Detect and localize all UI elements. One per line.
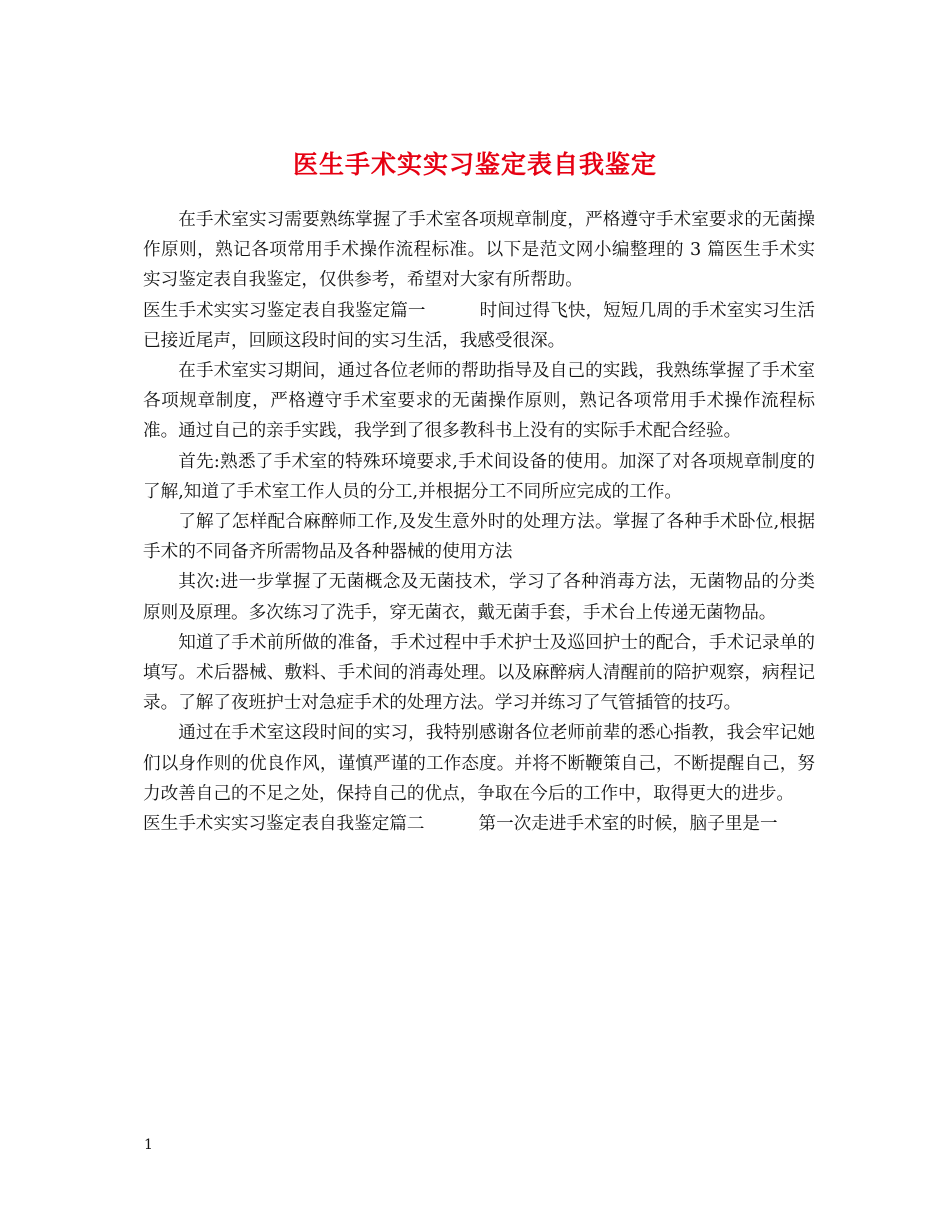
- body-paragraph: 知道了手术前所做的准备，手术过程中手术护士及巡回护士的配合，手术记录单的填写。术后器械、敷料、手术间的消毒处理。以及麻醉病人清醒前的陪护观察，病程记录。了解了夜班护士对急症手术的处理方法。学习并练习了气管插管的技巧。: [143, 632, 815, 714]
- section-2-heading: 医生手术实实习鉴定表自我鉴定篇二: [143, 814, 425, 835]
- section-1-lead: 时间过得飞快，短短几周的手术室实习生活已接近尾声，回顾这段时间的实习生活，我感受很深。: [143, 300, 815, 351]
- body-paragraph: 了解了怎样配合麻醉师工作,及发生意外时的处理方法。掌握了各种手术卧位,根据手术的不同备齐所需物品及各种器械的使用方法: [143, 512, 815, 563]
- section-1-line: [143, 296, 815, 356]
- document-title: 医生手术实实习鉴定表自我鉴定: [292, 149, 657, 179]
- body-paragraph: 其次:进一步掌握了无菌概念及无菌技术，学习了各种消毒方法，无菌物品的分类原则及原理。多次练习了洗手，穿无菌衣，戴无菌手套，手术台上传递无菌物品。: [143, 572, 815, 623]
- body-paragraph: 首先:熟悉了手术室的特殊环境要求,手术间设备的使用。加深了对各项规章制度的了解,知道了手术室工作人员的分工,并根据分工不同所应完成的工作。: [143, 451, 815, 502]
- section-2-line: [143, 809, 815, 839]
- section-1-heading: 医生手术实实习鉴定表自我鉴定篇一: [143, 300, 426, 321]
- body-paragraph: 在手术室实习期间，通过各位老师的帮助指导及自己的实践，我熟练掌握了手术室各项规章制度，严格遵守手术室要求的无菌操作原则，熟记各项常用手术操作流程标准。通过自己的亲手实践，我学到了很多教科书上没有的实际手术配合经验。: [143, 361, 815, 442]
- document-body: [143, 205, 815, 839]
- section-2-lead: 第一次走进手术室的时候，脑子里是一: [478, 814, 778, 835]
- page-number: 1: [144, 1137, 153, 1153]
- intro-paragraph: 在手术室实习需要熟练掌握了手术室各项规章制度，严格遵守手术室要求的无菌操作原则，熟记各项常用手术操作流程标准。以下是范文网小编整理的 3 篇医生手术实实习鉴定表自我鉴定，仅供参考，希望对大家有所帮助。: [143, 210, 815, 291]
- body-paragraph: 通过在手术室这段时间的实习，我特别感谢各位老师前辈的悉心指教，我会牢记她们以身作则的优良作风，谨慎严谨的工作态度。并将不断鞭策自己，不断提醒自己，努力改善自己的不足之处，保持自己的优点，争取在今后的工作中，取得更大的进步。: [143, 723, 815, 804]
